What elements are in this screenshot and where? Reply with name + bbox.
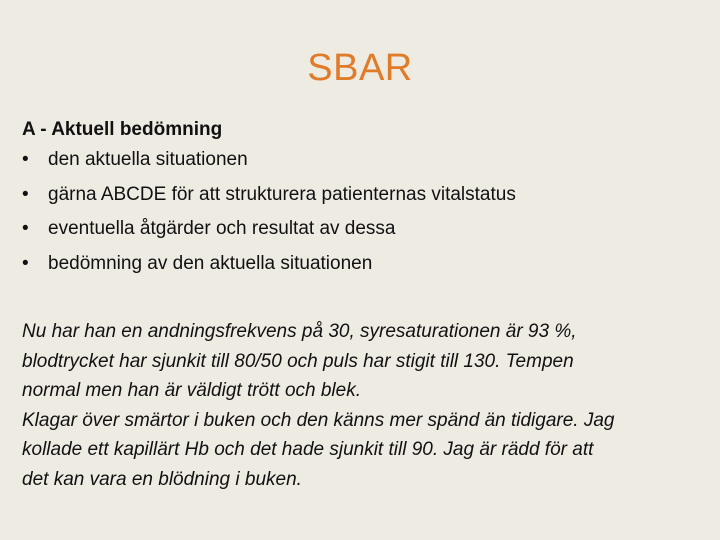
narrative-line: blodtrycket har sjunkit till 80/50 och puls har stigit till 130. Tempen [22,350,574,372]
narrative-line: Klagar över smärtor i buken och den känns mer spänd än tidigare. Jag [22,409,615,431]
section-heading: A - Aktuell bedömning [22,119,223,140]
bullet-item [22,212,712,247]
bullet-text: den aktuella situationen [48,149,248,170]
narrative-line: kollade ett kapillärt Hb och det hade sjunkit till 90. Jag är rädd för att [22,439,594,460]
bullet-icon: • [22,218,29,239]
bullet-item [22,247,712,282]
bullet-list [22,143,712,281]
bullet-text: gärna ABCDE för att strukturera patienternas vitalstatus [48,183,516,205]
bullet-icon: • [22,252,29,274]
bullet-item [22,178,712,213]
bullet-icon: • [22,149,29,170]
narrative-line: Nu har han en andningsfrekvens på 30, syresaturationen är 93 %, [22,321,577,342]
case-narrative [22,317,712,494]
narrative-line: normal men han är väldigt trött och blek. [22,380,362,401]
slide-title: SBAR [307,47,413,89]
bullet-item [22,143,712,178]
bullet-text: bedömning av den aktuella situationen [48,252,373,274]
narrative-line: det kan vara en blödning i buken. [22,468,302,490]
slide-body [22,117,712,494]
bullet-icon: • [22,183,29,205]
bullet-text: eventuella åtgärder och resultat av dessa [48,218,396,239]
